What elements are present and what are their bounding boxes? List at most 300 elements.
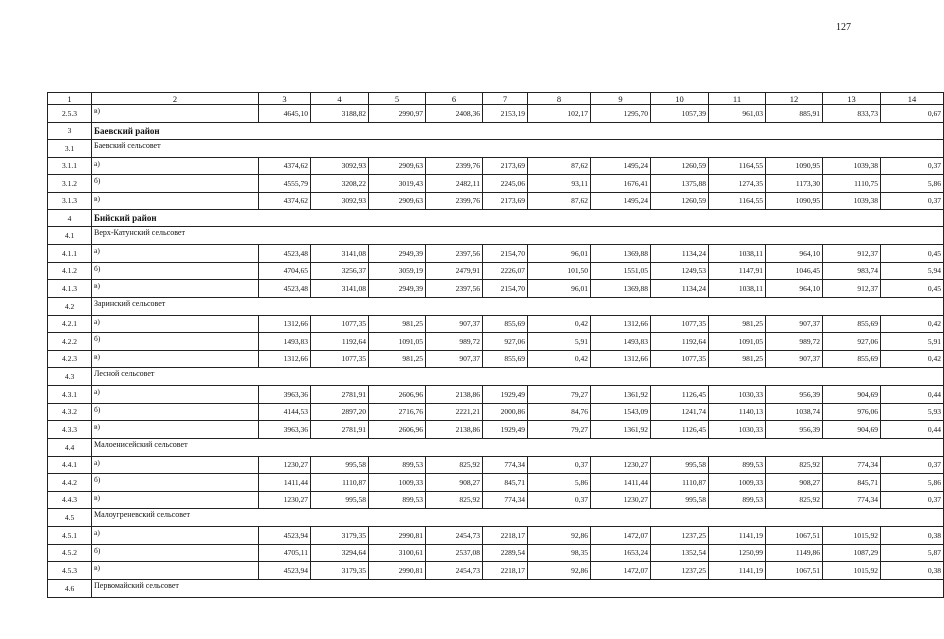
row-code: 4.2 (48, 297, 92, 315)
row-code: 4 (48, 210, 92, 227)
table-cell: 3188,82 (311, 105, 369, 123)
table-cell: 0,37 (881, 456, 944, 474)
table-cell: 3092,93 (311, 192, 369, 210)
table-cell: 1164,55 (709, 157, 766, 175)
table-cell: 0,42 (528, 350, 591, 368)
table-cell: 1230,27 (259, 491, 311, 509)
column-header: 5 (369, 93, 426, 105)
table-cell: 5,93 (881, 403, 944, 421)
table-row (48, 421, 944, 439)
table-cell: 2399,76 (426, 192, 483, 210)
table-cell: 1312,66 (591, 315, 651, 333)
table-cell: 1141,19 (709, 527, 766, 545)
table-cell: 1312,66 (591, 350, 651, 368)
table-cell: 102,17 (528, 105, 591, 123)
table-row (48, 245, 944, 263)
table-cell: 1067,51 (766, 562, 823, 580)
row-variant-label: в) (92, 192, 259, 210)
table-cell: 1126,45 (651, 386, 709, 404)
table-row (48, 350, 944, 368)
table-cell: 4645,10 (259, 105, 311, 123)
table-cell: 1147,91 (709, 262, 766, 280)
table-cell: 3963,36 (259, 421, 311, 439)
table-cell: 1038,74 (766, 403, 823, 421)
table-cell: 976,06 (823, 403, 881, 421)
table-cell: 87,62 (528, 157, 591, 175)
table-cell: 1361,92 (591, 386, 651, 404)
table-cell: 0,37 (528, 491, 591, 509)
table-cell: 1077,35 (311, 315, 369, 333)
subregion-title: Заринский сельсовет (92, 297, 944, 315)
table-cell: 5,91 (528, 333, 591, 351)
table-cell: 855,69 (823, 350, 881, 368)
table-cell: 3059,19 (369, 262, 426, 280)
table-cell: 2173,69 (483, 192, 528, 210)
table-row (48, 491, 944, 509)
table-cell: 4523,94 (259, 527, 311, 545)
row-code: 4.1.1 (48, 245, 92, 263)
column-header: 11 (709, 93, 766, 105)
table-cell: 956,39 (766, 386, 823, 404)
table-cell: 1141,19 (709, 562, 766, 580)
table-cell: 1090,95 (766, 192, 823, 210)
table-cell: 3141,08 (311, 245, 369, 263)
table-cell: 0,42 (881, 350, 944, 368)
row-code: 4.4.1 (48, 456, 92, 474)
column-header: 13 (823, 93, 881, 105)
table-cell: 825,92 (766, 456, 823, 474)
table-cell: 774,34 (483, 456, 528, 474)
table-cell: 79,27 (528, 421, 591, 439)
table-cell: 2138,86 (426, 421, 483, 439)
row-code: 4.2.1 (48, 315, 92, 333)
table-cell: 995,58 (651, 491, 709, 509)
subregion-row (48, 297, 944, 315)
table-cell: 2245,06 (483, 175, 528, 193)
row-code: 4.1.3 (48, 280, 92, 298)
table-cell: 4705,11 (259, 544, 311, 562)
table-cell: 2606,96 (369, 421, 426, 439)
table-cell: 1067,51 (766, 527, 823, 545)
table-cell: 1249,53 (651, 262, 709, 280)
table-cell: 0,45 (881, 280, 944, 298)
table-cell: 2479,91 (426, 262, 483, 280)
table-cell: 2606,96 (369, 386, 426, 404)
table-cell: 961,03 (709, 105, 766, 123)
table-cell: 1046,45 (766, 262, 823, 280)
table-cell: 1057,39 (651, 105, 709, 123)
column-header: 9 (591, 93, 651, 105)
table-cell: 1173,30 (766, 175, 823, 193)
table-cell: 3256,37 (311, 262, 369, 280)
table-cell: 92,86 (528, 562, 591, 580)
table-cell: 5,86 (881, 474, 944, 492)
table-cell: 2173,69 (483, 157, 528, 175)
subregion-title: Баевский сельсовет (92, 139, 944, 157)
subregion-row (48, 139, 944, 157)
table-cell: 2990,97 (369, 105, 426, 123)
table-cell: 1039,38 (823, 157, 881, 175)
table-cell: 101,50 (528, 262, 591, 280)
table-cell: 0,44 (881, 421, 944, 439)
table-cell: 981,25 (369, 315, 426, 333)
row-variant-label: в) (92, 105, 259, 123)
row-variant-label: а) (92, 245, 259, 263)
table-cell: 825,92 (766, 491, 823, 509)
table-cell: 981,25 (709, 350, 766, 368)
table-cell: 98,35 (528, 544, 591, 562)
table-row (48, 527, 944, 545)
row-variant-label: в) (92, 491, 259, 509)
table-cell: 4523,48 (259, 280, 311, 298)
row-code: 4.3.3 (48, 421, 92, 439)
table-cell: 2716,76 (369, 403, 426, 421)
table-cell: 1274,35 (709, 175, 766, 193)
table-cell: 2909,63 (369, 157, 426, 175)
table-cell: 855,69 (823, 315, 881, 333)
table-cell: 1230,27 (259, 456, 311, 474)
column-header: 6 (426, 93, 483, 105)
row-code: 4.4.3 (48, 491, 92, 509)
table-row (48, 386, 944, 404)
row-code: 2.5.3 (48, 105, 92, 123)
table-cell: 1493,83 (259, 333, 311, 351)
table-cell: 4555,79 (259, 175, 311, 193)
table-cell: 84,76 (528, 403, 591, 421)
table-cell: 0,45 (881, 245, 944, 263)
table-cell: 5,86 (528, 474, 591, 492)
subregion-title: Малоенисейский сельсовет (92, 438, 944, 456)
table-row (48, 562, 944, 580)
table-cell: 927,06 (483, 333, 528, 351)
row-code: 4.5 (48, 509, 92, 527)
table-cell: 2949,39 (369, 280, 426, 298)
table-cell: 912,37 (823, 245, 881, 263)
table-cell: 1493,83 (591, 333, 651, 351)
table-cell: 0,44 (881, 386, 944, 404)
table-row (48, 157, 944, 175)
table-cell: 964,10 (766, 280, 823, 298)
table-cell: 1929,49 (483, 421, 528, 439)
table-cell: 825,92 (426, 491, 483, 509)
table-row (48, 456, 944, 474)
subregion-title: Малоугреневский сельсовет (92, 509, 944, 527)
table-cell: 907,37 (766, 315, 823, 333)
table-cell: 964,10 (766, 245, 823, 263)
row-variant-label: б) (92, 474, 259, 492)
table-row (48, 280, 944, 298)
table-cell: 1676,41 (591, 175, 651, 193)
table-cell: 1411,44 (591, 474, 651, 492)
subregion-row (48, 368, 944, 386)
table-cell: 1091,05 (709, 333, 766, 351)
table-cell: 4523,94 (259, 562, 311, 580)
table-cell: 3141,08 (311, 280, 369, 298)
table-cell: 904,69 (823, 386, 881, 404)
table-cell: 908,27 (426, 474, 483, 492)
table-cell: 3179,35 (311, 562, 369, 580)
table-cell: 1472,07 (591, 527, 651, 545)
subregion-title: Верх-Катунский сельсовет (92, 227, 944, 245)
row-code: 4.1 (48, 227, 92, 245)
table-cell: 2781,91 (311, 421, 369, 439)
table-cell: 855,69 (483, 315, 528, 333)
table-cell: 1009,33 (369, 474, 426, 492)
table-cell: 2909,63 (369, 192, 426, 210)
row-variant-label: б) (92, 544, 259, 562)
table-cell: 0,42 (528, 315, 591, 333)
table-cell: 2397,56 (426, 280, 483, 298)
column-header: 14 (881, 93, 944, 105)
table-cell: 774,34 (823, 491, 881, 509)
table-cell: 0,67 (881, 105, 944, 123)
table-cell: 0,38 (881, 527, 944, 545)
column-header: 3 (259, 93, 311, 105)
table-cell: 1077,35 (651, 350, 709, 368)
table-cell: 1090,95 (766, 157, 823, 175)
row-variant-label: а) (92, 157, 259, 175)
table-cell: 912,37 (823, 280, 881, 298)
table-cell: 989,72 (426, 333, 483, 351)
row-variant-label: а) (92, 527, 259, 545)
row-code: 4.5.1 (48, 527, 92, 545)
table-cell: 1140,13 (709, 403, 766, 421)
column-header: 10 (651, 93, 709, 105)
table-cell: 1312,66 (259, 350, 311, 368)
table-row (48, 175, 944, 193)
table-cell: 956,39 (766, 421, 823, 439)
table-cell: 1030,33 (709, 421, 766, 439)
row-code: 4.3.1 (48, 386, 92, 404)
row-variant-label: б) (92, 403, 259, 421)
subregion-row (48, 227, 944, 245)
row-variant-label: в) (92, 280, 259, 298)
table-cell: 899,53 (369, 491, 426, 509)
table-cell: 5,94 (881, 262, 944, 280)
table-cell: 1543,09 (591, 403, 651, 421)
table-row (48, 192, 944, 210)
table-cell: 1149,86 (766, 544, 823, 562)
subregion-row (48, 438, 944, 456)
table-cell: 1134,24 (651, 280, 709, 298)
subregion-title: Лесной сельсовет (92, 368, 944, 386)
table-cell: 5,87 (881, 544, 944, 562)
table-cell: 1038,11 (709, 280, 766, 298)
table-cell: 2138,86 (426, 386, 483, 404)
row-code: 3 (48, 122, 92, 139)
table-cell: 885,91 (766, 105, 823, 123)
page-number: 127 (836, 22, 851, 33)
table-cell: 1030,33 (709, 386, 766, 404)
table-cell: 2897,20 (311, 403, 369, 421)
table-cell: 79,27 (528, 386, 591, 404)
data-table (47, 92, 944, 598)
column-header: 1 (48, 93, 92, 105)
table-cell: 1192,64 (311, 333, 369, 351)
table-cell: 1375,88 (651, 175, 709, 193)
table-cell: 1230,27 (591, 456, 651, 474)
row-code: 4.4 (48, 438, 92, 456)
table-cell: 4374,62 (259, 192, 311, 210)
table-cell: 1260,59 (651, 192, 709, 210)
table-cell: 1110,87 (651, 474, 709, 492)
table-cell: 2221,21 (426, 403, 483, 421)
table-cell: 981,25 (709, 315, 766, 333)
table-cell: 1230,27 (591, 491, 651, 509)
table-cell: 2399,76 (426, 157, 483, 175)
table-cell: 1077,35 (311, 350, 369, 368)
table-cell: 0,37 (881, 192, 944, 210)
table-cell: 5,91 (881, 333, 944, 351)
table-row (48, 403, 944, 421)
table-cell: 0,37 (881, 157, 944, 175)
table-cell: 5,86 (881, 175, 944, 193)
table-cell: 845,71 (483, 474, 528, 492)
table-cell: 2990,81 (369, 562, 426, 580)
column-header: 4 (311, 93, 369, 105)
column-header: 8 (528, 93, 591, 105)
row-code: 4.2.2 (48, 333, 92, 351)
table-cell: 1015,92 (823, 527, 881, 545)
table-cell: 2990,81 (369, 527, 426, 545)
table-cell: 2226,07 (483, 262, 528, 280)
table-cell: 2482,11 (426, 175, 483, 193)
table-cell: 0,37 (528, 456, 591, 474)
row-variant-label: б) (92, 333, 259, 351)
table-cell: 899,53 (709, 491, 766, 509)
table-cell: 2397,56 (426, 245, 483, 263)
table-cell: 2454,73 (426, 527, 483, 545)
table-cell: 1110,75 (823, 175, 881, 193)
table-cell: 981,25 (369, 350, 426, 368)
column-header: 12 (766, 93, 823, 105)
table-cell: 855,69 (483, 350, 528, 368)
column-header: 7 (483, 93, 528, 105)
table-cell: 2537,08 (426, 544, 483, 562)
table-row (48, 544, 944, 562)
row-code: 4.4.2 (48, 474, 92, 492)
row-code: 3.1.1 (48, 157, 92, 175)
table-cell: 2000,86 (483, 403, 528, 421)
table-cell: 1110,87 (311, 474, 369, 492)
table-cell: 4374,62 (259, 157, 311, 175)
table-cell: 774,34 (483, 491, 528, 509)
table-cell: 1653,24 (591, 544, 651, 562)
table-cell: 2154,70 (483, 280, 528, 298)
table-cell: 2218,17 (483, 562, 528, 580)
table-cell: 1411,44 (259, 474, 311, 492)
table-cell: 1077,35 (651, 315, 709, 333)
table-cell: 3019,43 (369, 175, 426, 193)
region-title: Баевский район (92, 122, 944, 139)
table-cell: 2218,17 (483, 527, 528, 545)
subregion-row (48, 579, 944, 597)
table-cell: 2154,70 (483, 245, 528, 263)
table-cell: 1361,92 (591, 421, 651, 439)
table-cell: 899,53 (369, 456, 426, 474)
row-variant-label: а) (92, 456, 259, 474)
subregion-row (48, 509, 944, 527)
subregion-title: Первомайский сельсовет (92, 579, 944, 597)
table-cell: 845,71 (823, 474, 881, 492)
table-cell: 3208,22 (311, 175, 369, 193)
row-code: 3.1.2 (48, 175, 92, 193)
table-cell: 904,69 (823, 421, 881, 439)
table-cell: 3179,35 (311, 527, 369, 545)
table-cell: 1472,07 (591, 562, 651, 580)
table-cell: 2289,54 (483, 544, 528, 562)
table-cell: 3963,36 (259, 386, 311, 404)
table-cell: 3100,61 (369, 544, 426, 562)
table-cell: 0,38 (881, 562, 944, 580)
table-cell: 2781,91 (311, 386, 369, 404)
table-cell: 3092,93 (311, 157, 369, 175)
row-code: 4.2.3 (48, 350, 92, 368)
table-cell: 907,37 (426, 315, 483, 333)
table-cell: 1312,66 (259, 315, 311, 333)
table-cell: 1369,88 (591, 280, 651, 298)
table-cell: 1250,99 (709, 544, 766, 562)
region-row (48, 122, 944, 139)
table-cell: 2949,39 (369, 245, 426, 263)
table-cell: 908,27 (766, 474, 823, 492)
table-cell: 774,34 (823, 456, 881, 474)
table-cell: 3294,64 (311, 544, 369, 562)
row-code: 3.1.3 (48, 192, 92, 210)
table-cell: 2454,73 (426, 562, 483, 580)
table-cell: 0,37 (881, 491, 944, 509)
table-cell: 96,01 (528, 245, 591, 263)
table-cell: 1551,05 (591, 262, 651, 280)
table-cell: 0,42 (881, 315, 944, 333)
table-cell: 1295,70 (591, 105, 651, 123)
row-variant-label: б) (92, 262, 259, 280)
table-row (48, 105, 944, 123)
row-variant-label: а) (92, 386, 259, 404)
header-row (48, 93, 944, 105)
table-row (48, 333, 944, 351)
row-code: 4.1.2 (48, 262, 92, 280)
table-cell: 87,62 (528, 192, 591, 210)
row-variant-label: б) (92, 175, 259, 193)
table-cell: 927,06 (823, 333, 881, 351)
row-variant-label: в) (92, 421, 259, 439)
table-row (48, 315, 944, 333)
table-row (48, 474, 944, 492)
table-cell: 4523,48 (259, 245, 311, 263)
table-cell: 4144,53 (259, 403, 311, 421)
table-cell: 1237,25 (651, 527, 709, 545)
row-code: 4.5.3 (48, 562, 92, 580)
table-cell: 1192,64 (651, 333, 709, 351)
table-cell: 96,01 (528, 280, 591, 298)
table-cell: 995,58 (311, 456, 369, 474)
table-cell: 4704,65 (259, 262, 311, 280)
region-title: Бийский район (92, 210, 944, 227)
table-cell: 1126,45 (651, 421, 709, 439)
table-cell: 1038,11 (709, 245, 766, 263)
table-cell: 1134,24 (651, 245, 709, 263)
table-cell: 1164,55 (709, 192, 766, 210)
row-code: 4.5.2 (48, 544, 92, 562)
row-variant-label: а) (92, 315, 259, 333)
row-variant-label: в) (92, 562, 259, 580)
table-cell: 833,73 (823, 105, 881, 123)
table-cell: 2408,36 (426, 105, 483, 123)
table-cell: 1015,92 (823, 562, 881, 580)
table-cell: 907,37 (766, 350, 823, 368)
table-row (48, 262, 944, 280)
